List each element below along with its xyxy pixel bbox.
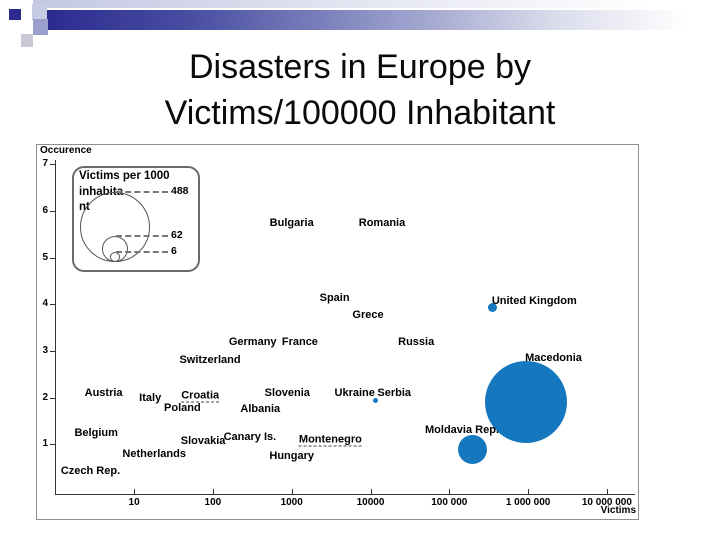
country-label-albania: Albania xyxy=(240,402,281,415)
x-axis-title: Victims xyxy=(600,505,636,516)
y-tick-label: 5 xyxy=(42,251,48,263)
country-label-ukraine: Ukraine xyxy=(334,386,375,399)
x-tick-mark xyxy=(449,489,450,494)
x-tick-label: 100 xyxy=(204,497,222,508)
country-label-croatia: Croatia xyxy=(181,389,220,402)
y-tick-label: 3 xyxy=(42,344,48,356)
bubble-moldavia-rep- xyxy=(458,435,487,464)
country-label-bulgaria: Bulgaria xyxy=(269,216,314,229)
y-tick-mark xyxy=(50,444,55,445)
x-tick-label: 10000 xyxy=(356,497,385,508)
country-label-grece: Grece xyxy=(352,308,384,321)
x-tick-label: 1 000 000 xyxy=(505,497,551,508)
country-label-belgium: Belgium xyxy=(74,427,118,440)
legend-leader-62 xyxy=(116,235,168,237)
country-label-macedonia: Macedonia xyxy=(525,351,582,364)
country-label-austria: Austria xyxy=(84,386,123,399)
y-tick-label: 1 xyxy=(42,438,48,450)
country-label-spain: Spain xyxy=(319,292,350,305)
y-axis-line xyxy=(55,160,56,494)
country-label-slovenia: Slovenia xyxy=(264,386,310,399)
y-tick-mark xyxy=(50,164,55,165)
y-tick-mark xyxy=(50,304,55,305)
y-tick-label: 2 xyxy=(42,391,48,403)
legend-title-line3: nt xyxy=(79,201,90,213)
country-label-switzerland: Switzerland xyxy=(179,354,241,367)
x-axis-line xyxy=(55,494,635,495)
slide-title-line2: Victims/100000 Inhabitant xyxy=(164,94,556,132)
slide-title-line1: Disasters in Europe by xyxy=(188,48,532,86)
y-axis-title: Occurence xyxy=(40,145,92,156)
legend-circle-6 xyxy=(110,252,120,262)
legend-title-line1: Victims per 1000 xyxy=(79,170,170,182)
x-tick-label: 10 000 000 xyxy=(581,497,632,508)
x-tick-label: 1000 xyxy=(280,497,303,508)
x-tick-mark xyxy=(292,489,293,494)
y-tick-mark xyxy=(50,398,55,399)
country-label-serbia: Serbia xyxy=(377,386,412,399)
bubble-ukraine xyxy=(373,398,378,403)
country-label-czech-rep-: Czech Rep. xyxy=(60,464,121,477)
country-label-poland: Poland xyxy=(164,401,201,414)
legend-value-488: 488 xyxy=(171,185,189,197)
country-label-netherlands: Netherlands xyxy=(122,448,186,461)
legend-value-6: 6 xyxy=(171,245,177,257)
country-label-montenegro: Montenegro xyxy=(298,433,362,446)
country-label-hungary: Hungary xyxy=(269,450,314,462)
x-tick-mark xyxy=(371,489,372,494)
y-tick-mark xyxy=(50,258,55,259)
country-label-germany: Germany xyxy=(228,336,277,348)
y-tick-mark xyxy=(50,351,55,352)
legend-title-line2: inhabita xyxy=(79,186,124,198)
country-label-france: France xyxy=(281,336,318,348)
legend-leader-488 xyxy=(116,191,168,193)
x-tick-mark xyxy=(213,489,214,494)
country-label-united-kingdom: United Kingdom xyxy=(491,294,577,307)
x-tick-mark xyxy=(134,489,135,494)
country-label-romania: Romania xyxy=(358,216,406,229)
legend-value-62: 62 xyxy=(171,228,183,241)
x-tick-label: 10 xyxy=(128,497,140,508)
country-label-italy: Italy xyxy=(139,392,162,405)
country-label-canary-is-: Canary Is. xyxy=(223,430,277,443)
country-label-russia: Russia xyxy=(398,336,435,348)
country-label-slovakia: Slovakia xyxy=(180,435,226,447)
x-tick-mark xyxy=(528,489,529,494)
country-label-moldavia-rep-: Moldavia Rep. xyxy=(425,423,499,436)
y-tick-label: 4 xyxy=(42,298,48,310)
y-tick-mark xyxy=(50,211,55,212)
y-tick-label: 7 xyxy=(42,158,48,170)
y-tick-label: 6 xyxy=(42,204,48,216)
x-tick-mark xyxy=(607,489,608,494)
x-tick-label: 100 000 xyxy=(431,497,468,508)
legend-leader-6 xyxy=(116,251,168,253)
